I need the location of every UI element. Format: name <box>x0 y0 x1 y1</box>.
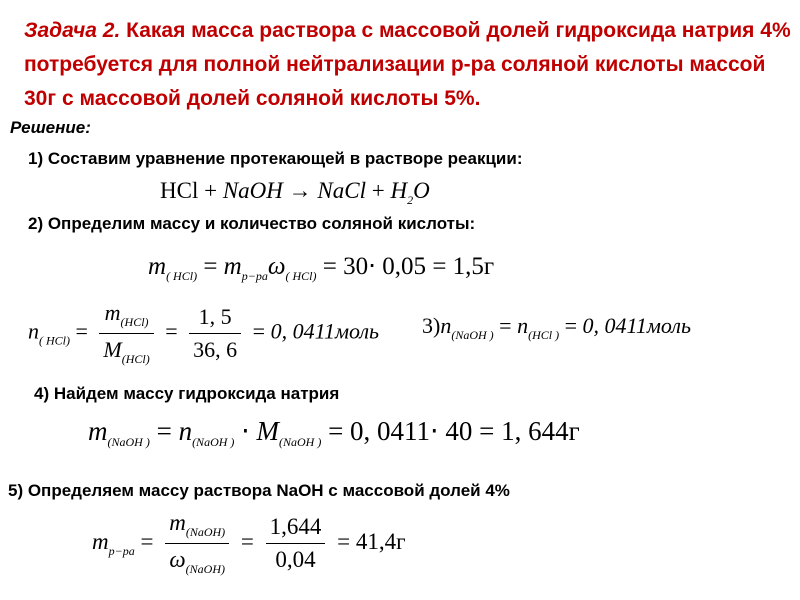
equals-sign: = <box>159 318 184 344</box>
naoh-subscript: (NaOH ) <box>278 435 322 449</box>
result-value: 41,4г <box>355 528 406 554</box>
task-title <box>24 14 794 116</box>
hcl-subscript: (HCl) <box>120 315 149 329</box>
multiply-dot: ⋅ <box>234 416 257 446</box>
reaction-equation <box>160 178 430 208</box>
mass-symbol: m <box>148 253 167 280</box>
task-title-lead: Задача 2. <box>24 19 121 42</box>
amount-symbol: n <box>178 416 193 446</box>
fraction-bar <box>165 543 229 544</box>
reaction-arrow: → <box>282 178 318 203</box>
mass-symbol: m <box>92 528 109 554</box>
equals-sign: = <box>472 416 502 446</box>
omega-symbol: ω <box>267 253 286 280</box>
naoh-subscript: (NaOH ) <box>451 328 494 342</box>
hcl-subscript: ( HCl) <box>39 333 70 348</box>
naoh-subscript: (NaOH) <box>185 562 225 576</box>
step-3-prefix: 3) <box>422 313 441 338</box>
hcl-subscript: ( HCl) <box>166 269 198 283</box>
product-nacl: NaCl <box>317 178 366 203</box>
result-value: 1, 644г <box>501 416 580 446</box>
naoh-subscript: (NaOH) <box>185 525 226 539</box>
hcl-subscript: ( HCl) <box>285 269 317 283</box>
numeric-fraction <box>266 514 326 573</box>
equals-sign: = <box>235 528 260 554</box>
product-water: H <box>390 178 408 203</box>
naoh-subscript: (NaOH ) <box>107 435 150 449</box>
fraction-bar <box>266 543 326 544</box>
fraction-denominator <box>165 547 229 577</box>
mass-hcl-equation <box>148 251 494 284</box>
water-subscript: 2 <box>407 193 414 207</box>
equals-sign: = <box>70 318 94 344</box>
hcl-subscript: (HCl) <box>121 352 150 366</box>
amount-symbol: n <box>517 313 529 338</box>
amount-symbol: n <box>440 313 452 338</box>
fraction-numerator: 1, 5 <box>198 304 232 329</box>
fraction-bar <box>189 333 241 334</box>
n-hcl-equation <box>28 300 379 367</box>
reactant-naoh: NaOH <box>222 178 283 203</box>
fraction-numerator <box>165 510 229 540</box>
mass-symbol: m <box>223 253 242 280</box>
hcl-subscript: (HCl ) <box>528 328 560 342</box>
equals-sign: = <box>331 528 356 554</box>
solution-label: Решение: <box>10 118 91 137</box>
step-5-text: 5) Определяем массу раствора NaOH с массовой долей 4% <box>8 481 510 500</box>
mass-symbol: m <box>88 416 108 446</box>
result-value: 0, 0411моль <box>270 318 380 344</box>
product-water-end: O <box>413 178 430 203</box>
step-1-text: 1) Составим уравнение протекающей в растворе реакции: <box>28 149 523 168</box>
step-4-text: 4) Найдем массу гидроксида натрия <box>34 384 340 403</box>
fraction-denominator <box>99 337 153 367</box>
equals-sign: = <box>321 416 351 446</box>
equals-sign: = <box>149 416 179 446</box>
molar-mass-symbol: M <box>256 416 279 446</box>
step-2-text: 2) Определим массу и количество соляной кислоты: <box>28 214 476 233</box>
equals-sign: = <box>426 253 453 280</box>
fraction-denominator: 36, 6 <box>193 337 238 362</box>
m-naoh-equation <box>88 416 580 450</box>
task-title-text: Какая масса раствора с массовой долей гидроксида натрия 4% потребуется для полной нейтрализации р-ра соляной кислоты массой 30г с массовой долей соляной кислоты 5%. <box>24 19 791 110</box>
plus-sign: + <box>198 178 223 203</box>
equals-sign: = <box>559 313 583 338</box>
m-solution-equation <box>92 510 406 577</box>
calculation: 0, 0411⋅ 40 <box>350 416 473 446</box>
result-value: 1,5г <box>452 253 495 280</box>
fraction-denominator: 0,04 <box>275 547 316 572</box>
equals-sign: = <box>134 528 160 554</box>
equals-sign: = <box>493 313 518 338</box>
solution-subscript: р−ра <box>108 543 135 558</box>
molar-fraction <box>99 300 153 367</box>
naoh-subscript: (NaOH ) <box>192 435 235 449</box>
equals-sign: = <box>197 253 224 280</box>
mass-symbol: m <box>169 510 186 535</box>
mass-symbol: m <box>104 300 121 325</box>
numeric-fraction <box>189 304 241 363</box>
plus-sign: + <box>365 178 391 203</box>
fraction-bar <box>99 333 153 334</box>
calculation: 30⋅ 0,05 <box>343 253 427 280</box>
omega-symbol: ω <box>169 547 186 572</box>
mass-fraction <box>165 510 229 577</box>
equals-sign: = <box>316 253 344 280</box>
reactant-hcl: HCl <box>160 178 199 203</box>
result-value: 0, 0411моль <box>582 313 691 338</box>
fraction-numerator <box>99 300 153 330</box>
equals-sign: = <box>247 318 271 344</box>
solution-subscript: р−ра <box>241 269 268 283</box>
amount-symbol: n <box>28 318 39 344</box>
fraction-numerator: 1,644 <box>269 514 322 539</box>
n-naoh-equation <box>422 313 691 343</box>
molar-mass-symbol: M <box>103 337 122 362</box>
